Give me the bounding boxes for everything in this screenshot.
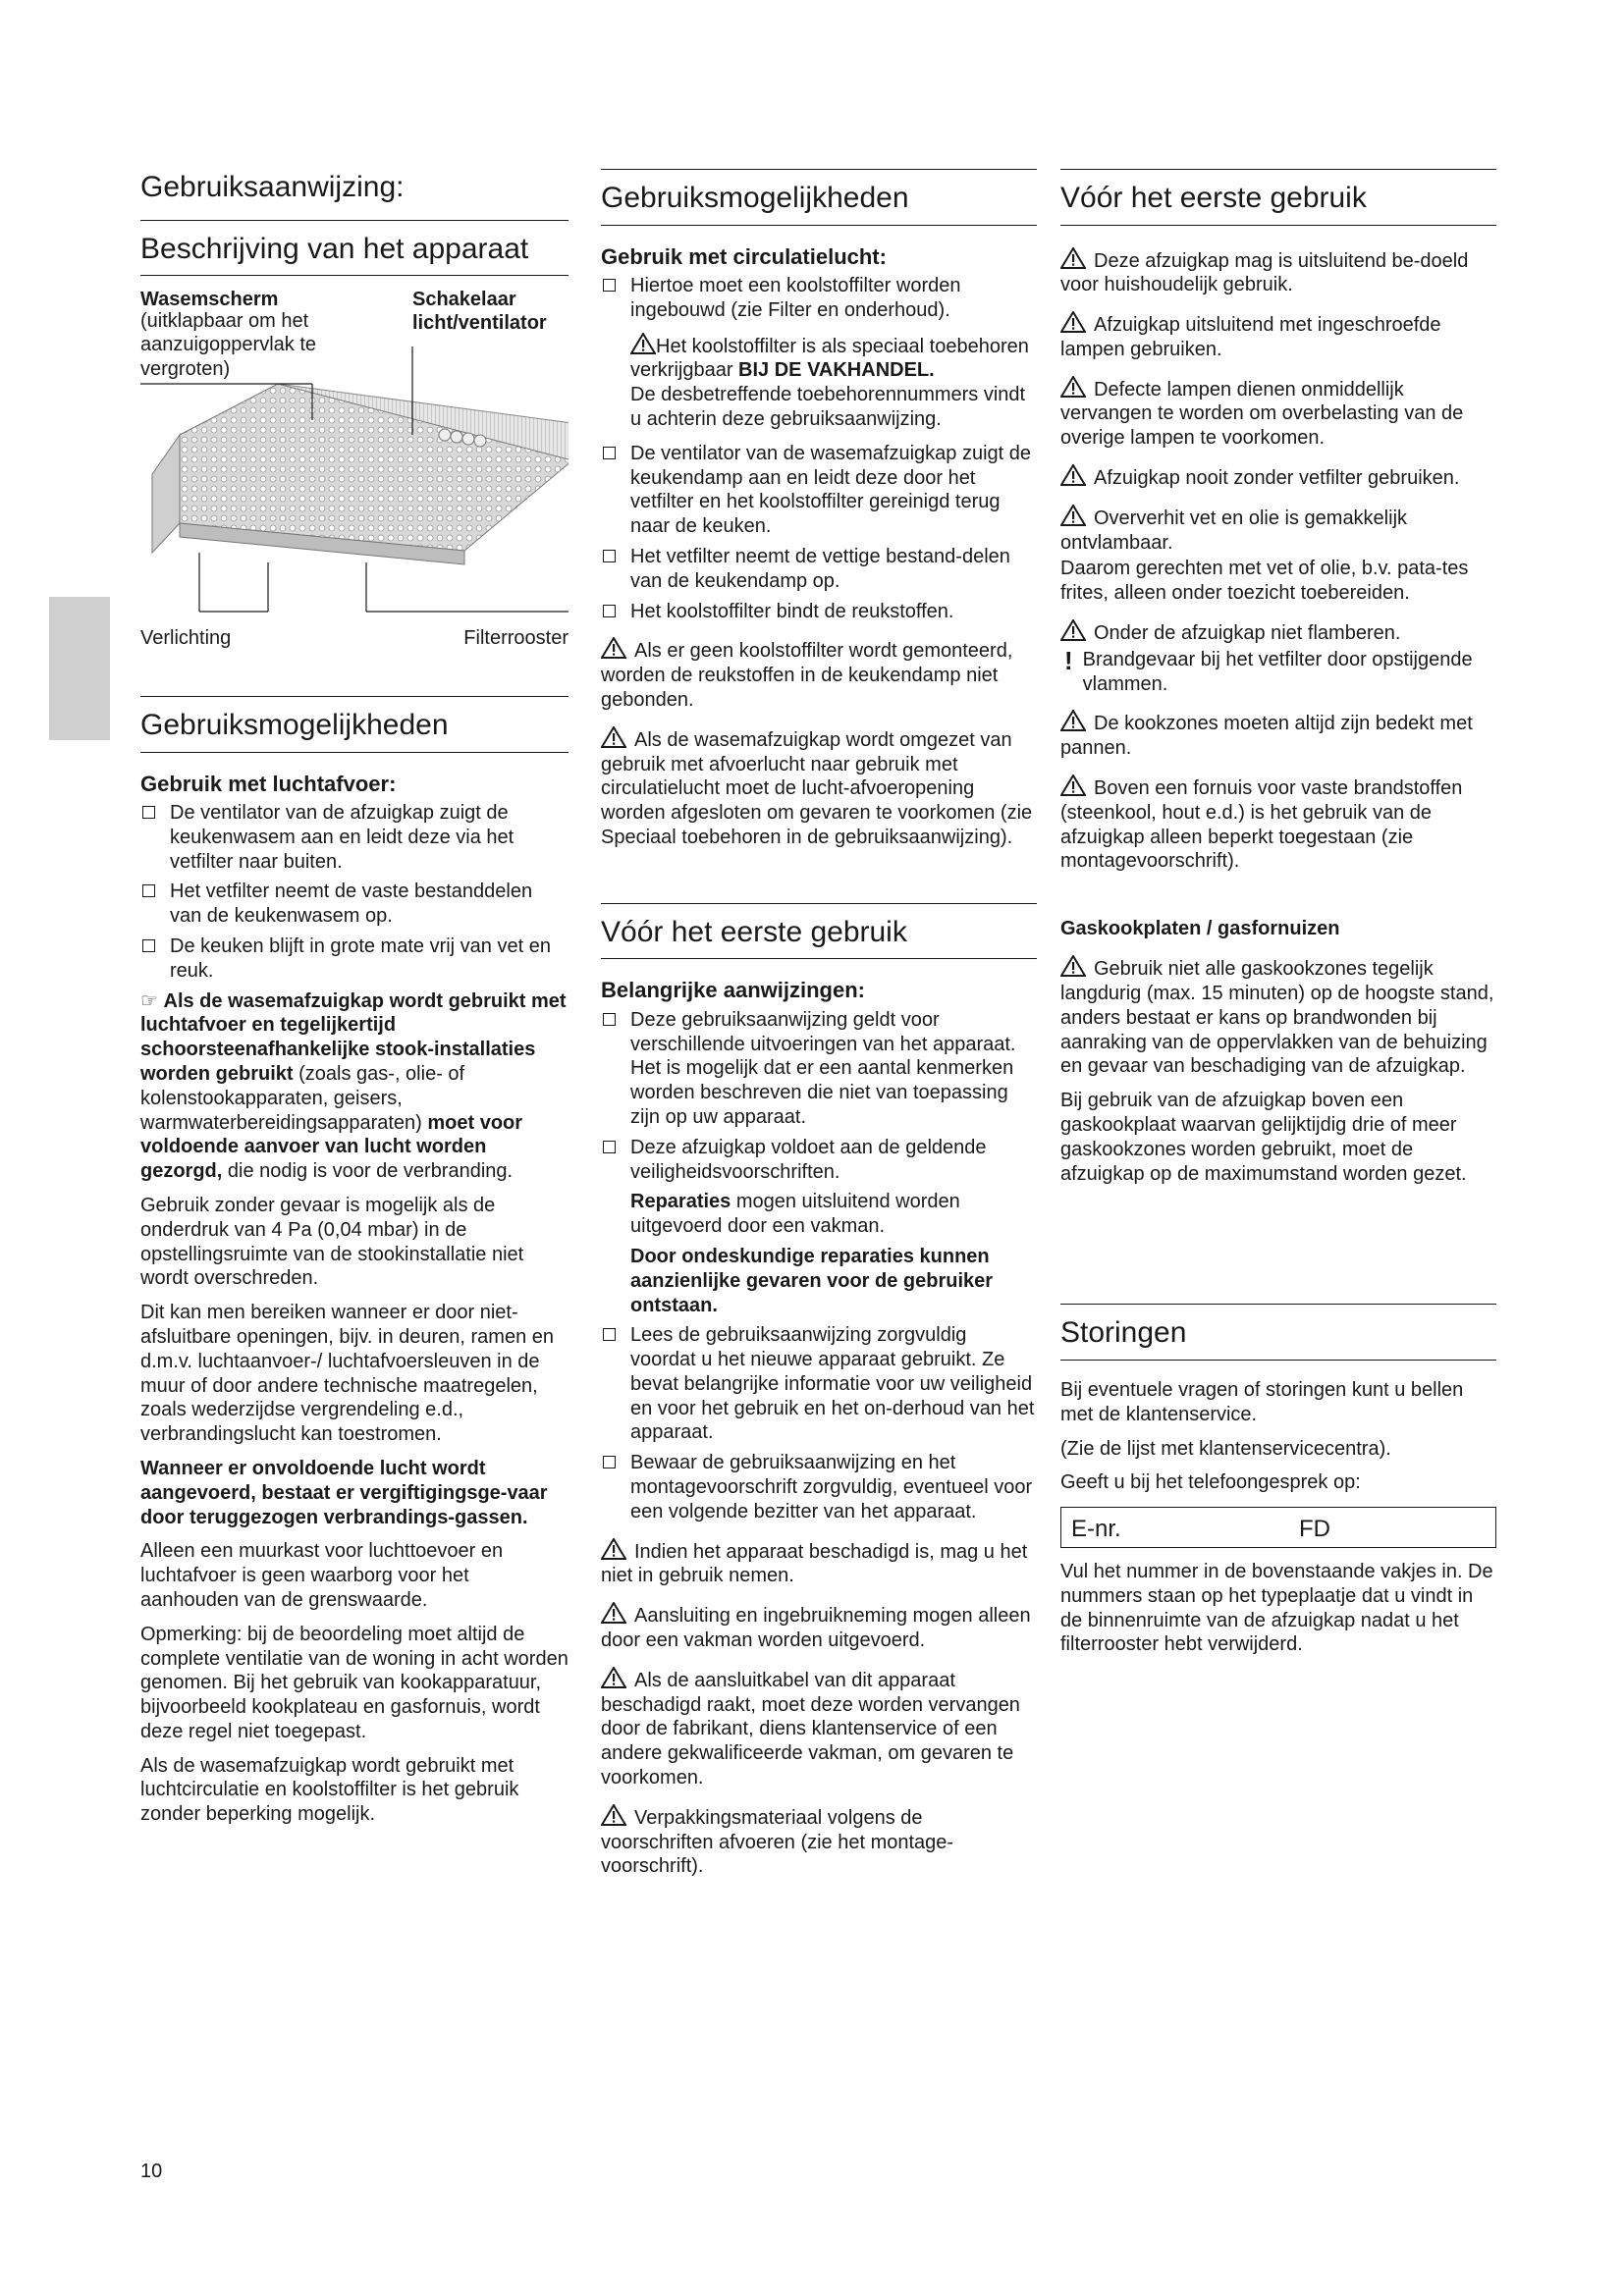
bullet-list-luchtafvoer	[140, 801, 568, 984]
column-1	[140, 169, 568, 1837]
bullet-list-circulatie	[601, 274, 1037, 323]
paragraph: Bij gebruik van de afzuigkap boven een gaskookplaat waarvan gelijktijdig drie of meer gaskookzones worden gebruikt, moet de afzuigkap op de maximumstand worden gezet.	[1060, 1090, 1467, 1185]
list-item: Het vetfilter neemt de vettige bestand-delen van de keukendamp op.	[601, 545, 1037, 594]
subheading-aanwijzingen: Belangrijke aanwijzingen:	[601, 978, 865, 1003]
subheading-circulatie: Gebruik met circulatielucht:	[601, 243, 887, 269]
list-item: Bewaar de gebruiksaanwijzing en het montagevoorschrift zorgvuldig, eventueel voor een volgende bezitter van het apparaat.	[601, 1451, 1037, 1523]
column-2	[601, 169, 1037, 1889]
exclamation-icon: !	[1064, 645, 1073, 675]
warning-triangle-icon	[1060, 311, 1086, 333]
column-3	[1060, 169, 1496, 1667]
label-wasemscherm: Wasemscherm	[140, 289, 279, 310]
paragraph: Vul het nummer in de bovenstaande vakjes in. De nummers staan op het typeplaatje dat u vindt in de binnenruimte van de afzuigkap nadat u het filterrooster hebt verwijderd.	[1060, 1561, 1493, 1656]
pointing-hand-icon: ☞	[140, 989, 158, 1012]
label-verlichting: Verlichting	[140, 627, 232, 649]
warning-paragraph: Deze afzuigkap mag is uitsluitend be-doeld voor huishoudelijk gebruik.	[1060, 247, 1496, 298]
side-tab-marker	[49, 597, 110, 740]
warning-triangle-icon	[1060, 505, 1086, 526]
paragraph: ! Brandgevaar bij het vetfilter door opstijgende vlammen.	[1064, 645, 1473, 695]
list-item: Deze gebruiksaanwijzing geldt voor verschillende uitvoeringen van het apparaat. Het is mogelijk dat er een aantal kenmerken worden beschreven die niet van toepassing zijn op uw apparaat.	[601, 1008, 1037, 1130]
warning-paragraph: Als de aansluitkabel van dit apparaat beschadigd raakt, moet deze worden vervangen door de fabrikant, diens klantenservice of een andere gekwalificeerde vakman, om gevaren te voorkomen.	[601, 1667, 1037, 1790]
warning-paragraph: Aansluiting en ingebruikneming mogen alleen door een vakman worden uitgevoerd.	[601, 1602, 1037, 1653]
checkbox-bullet-icon	[603, 550, 616, 562]
warning-paragraph: Oververhit vet en olie is gemakkelijk ontvlambaar.	[1060, 505, 1496, 556]
warning-paragraph: Verpakkingsmateriaal volgens de voorschriften afvoeren (zie het montage-voorschrift).	[601, 1804, 1037, 1879]
warning-triangle-icon	[601, 1538, 626, 1560]
warning-paragraph: Afzuigkap nooit zonder vetfilter gebruiken.	[1060, 464, 1496, 491]
list-item: De ventilator van de wasemafzuigkap zuigt de keukendamp aan en leidt deze door het vetfilter en het koolstoffilter gereinigd terug naar de keuken.	[601, 442, 1037, 539]
section-title-before-first-use: Vóór het eerste gebruik	[601, 903, 1037, 960]
warning-paragraph: Als er geen koolstoffilter wordt gemonteerd, worden de reukstoffen in de keukendamp niet gebonden.	[601, 637, 1037, 712]
warning-triangle-icon	[1060, 376, 1086, 398]
paragraph: Daarom gerechten met vet of olie, b.v. pata-tes frites, alleen onder toezicht toebereiden.	[1060, 558, 1469, 605]
list-item: De ventilator van de afzuigkap zuigt de keukenwasem aan en leidt deze via het vetfilter naar buiten.	[140, 801, 568, 874]
section-title-description: Beschrijving van het apparaat	[140, 220, 568, 277]
list-item: Deze afzuigkap voldoet aan de geldende veiligheidsvoorschriften. Reparaties mogen uitsluitend worden uitgevoerd door een vakman. Door ondeskundige reparaties kunnen aanzienlijke gevaren voor de gebruiker ontstaan.	[601, 1136, 1037, 1318]
enr-fd-field[interactable]	[1060, 1507, 1496, 1548]
subheading-luchtafvoer: Gebruik met luchtafvoer:	[140, 771, 397, 796]
checkbox-bullet-icon	[603, 1141, 616, 1153]
label-filterrooster: Filterrooster	[463, 627, 568, 649]
doc-title: Gebruiksaanwijzing:	[140, 171, 405, 203]
warning-triangle-icon	[1060, 710, 1086, 731]
appliance-figure	[140, 288, 568, 651]
warning-triangle-icon	[1060, 464, 1086, 486]
paragraph: Bij eventuele vragen of storingen kunt u bellen met de klantenservice.	[1060, 1378, 1464, 1425]
checkbox-bullet-icon	[603, 605, 616, 617]
checkbox-bullet-icon	[603, 1013, 616, 1026]
label-wasemscherm-desc: (uitklapbaar om het aanzuigoppervlak te vergroten)	[140, 310, 317, 380]
enr-label: E-nr.	[1071, 1516, 1121, 1543]
checkbox-bullet-icon	[142, 939, 155, 952]
checkbox-bullet-icon	[603, 279, 616, 292]
checkbox-bullet-icon	[142, 884, 155, 897]
warning-triangle-icon	[1060, 774, 1086, 796]
warning-triangle-icon	[601, 1804, 626, 1826]
paragraph-bold: Wanneer er onvoldoende lucht wordt aangevoerd, bestaat er vergiftigingsge-vaar door teruggezogen verbrandings-gassen.	[140, 1457, 548, 1528]
checkbox-bullet-icon	[603, 1456, 616, 1468]
checkbox-bullet-icon	[603, 447, 616, 459]
warning-paragraph: Als de wasemafzuigkap wordt omgezet van gebruik met afvoerlucht naar gebruik met circulatielucht moet de lucht-afvoeropening worden afgesloten om gevaren te voorkomen (zie Speciaal toebehoren in de gebruiksaanwijzing).	[601, 726, 1037, 850]
warning-paragraph: De kookzones moeten altijd zijn bedekt met pannen.	[1060, 710, 1496, 761]
section-title-usage: Gebruiksmogelijkheden	[140, 696, 568, 753]
warning-triangle-icon	[601, 637, 626, 659]
warning-paragraph: Indien het apparaat beschadigd is, mag u het niet in gebruik nemen.	[601, 1538, 1037, 1589]
paragraph: Alleen een muurkast voor luchttoevoer en luchtafvoer is geen waarborg voor het aanhouden van de grenswaarde.	[140, 1540, 504, 1611]
list-item: Het koolstoffilter bindt de reukstoffen.	[601, 600, 1037, 624]
section-title-storingen: Storingen	[1060, 1304, 1496, 1361]
warning-triangle-icon	[1060, 247, 1086, 269]
bullet-list-circulatie-2	[601, 442, 1037, 624]
fd-label: FD	[1299, 1516, 1330, 1543]
warning-triangle-icon	[601, 726, 626, 748]
warning-triangle-icon	[601, 1667, 626, 1688]
subheading-gas: Gaskookplaten / gasfornuizen	[1060, 918, 1340, 940]
page-number: 10	[140, 2161, 163, 2182]
label-schakelaar: Schakelaar licht/ventilator	[412, 289, 547, 335]
paragraph: Gebruik zonder gevaar is mogelijk als de onderdruk van 4 Pa (0,04 mbar) in de opstellingsruimte van de stookinstallatie niet wordt overschreden.	[140, 1194, 524, 1290]
warning-triangle-icon	[1060, 619, 1086, 641]
paragraph: (Zie de lijst met klantenservicecentra).	[1060, 1437, 1391, 1460]
section-title-before-first-use-2: Vóór het eerste gebruik	[1060, 169, 1496, 226]
warning-paragraph: Boven een fornuis voor vaste brandstoffen (steenkool, hout e.d.) is het gebruik van de afzuigkap alleen beperkt toegestaan (zie montagevoorschrift).	[1060, 774, 1496, 874]
warning-paragraph: Gebruik niet alle gaskookzones tegelijk langdurig (max. 15 minuten) op de hoogste stand, anders bestaat er kans op brandwonden bij aanraking van de oppervlakken van de behuizing en gevaar van beschadiging van de afzuigkap.	[1060, 955, 1496, 1079]
warning-triangle-icon	[630, 333, 656, 354]
checkbox-bullet-icon	[142, 806, 155, 819]
paragraph: Geeft u bij het telefoongesprek op:	[1060, 1471, 1361, 1494]
warning-subnote: Het koolstoffilter is als speciaal toebehoren verkrijgbaar BIJ DE VAKHANDEL. De desbetreffende toebehorennummers vindt u achterin deze gebruiksaanwijzing.	[601, 333, 1037, 432]
list-item: De keuken blijft in grote mate vrij van vet en reuk.	[140, 934, 568, 984]
warning-paragraph: Afzuigkap uitsluitend met ingeschroefde lampen gebruiken.	[1060, 311, 1496, 362]
list-item: Het vetfilter neemt de vaste bestanddelen van de keukenwasem op.	[140, 880, 568, 929]
warning-paragraph: Onder de afzuigkap niet flamberen.	[1060, 619, 1496, 646]
paragraph: Als de wasemafzuigkap wordt gebruikt met luchtcirculatie en koolstoffilter is het gebruik zonder beperking mogelijk.	[140, 1754, 519, 1826]
section-title-circulation: Gebruiksmogelijkheden	[601, 169, 1037, 226]
list-item: Hiertoe moet een koolstoffilter worden ingebouwd (zie Filter en onderhoud).	[601, 274, 1037, 323]
paragraph: Dit kan men bereiken wanneer er door niet-afsluitbare openingen, bijv. in deuren, ramen en d.m.v. luchtaanvoer-/ luchtafvoersleuven in de muur of door andere technische maatregelen, zoals wederzijdse vergrendeling e.d., verbrandingslucht kan toestromen.	[140, 1302, 555, 1446]
warning-triangle-icon	[1060, 955, 1086, 977]
checkbox-bullet-icon	[603, 1328, 616, 1341]
list-item: Lees de gebruiksaanwijzing zorgvuldig voordat u het nieuwe apparaat gebruikt. Ze bevat belangrijke informatie voor uw veiligheid en voor het gebruik en het on-derhoud van het apparaat.	[601, 1323, 1037, 1445]
warning-triangle-icon	[601, 1602, 626, 1624]
note-paragraph: ☞ Als de wasemafzuigkap wordt gebruikt met luchtafvoer en tegelijkertijd schoorsteenafhankelijke stook-installaties worden gebruikt (zoals gas-, olie- of kolenstookapparaten, geisers, warmwaterbereidingsapparaten) moet voor voldoende aanvoer van lucht worden gezorgd, die nodig is voor de verbranding.	[140, 989, 567, 1183]
bullet-list-aanwijzingen	[601, 1008, 1037, 1524]
warning-paragraph: Defecte lampen dienen onmiddellijk vervangen te worden om overbelasting van de overige lampen te voorkomen.	[1060, 376, 1496, 451]
paragraph: Opmerking: bij de beoordeling moet altijd de complete ventilatie van de woning in acht worden genomen. Bij het gebruik van kookapparatuur, bijvoorbeeld kookplateau en gasfornuis, wordt deze regel niet toegepast.	[140, 1623, 568, 1742]
